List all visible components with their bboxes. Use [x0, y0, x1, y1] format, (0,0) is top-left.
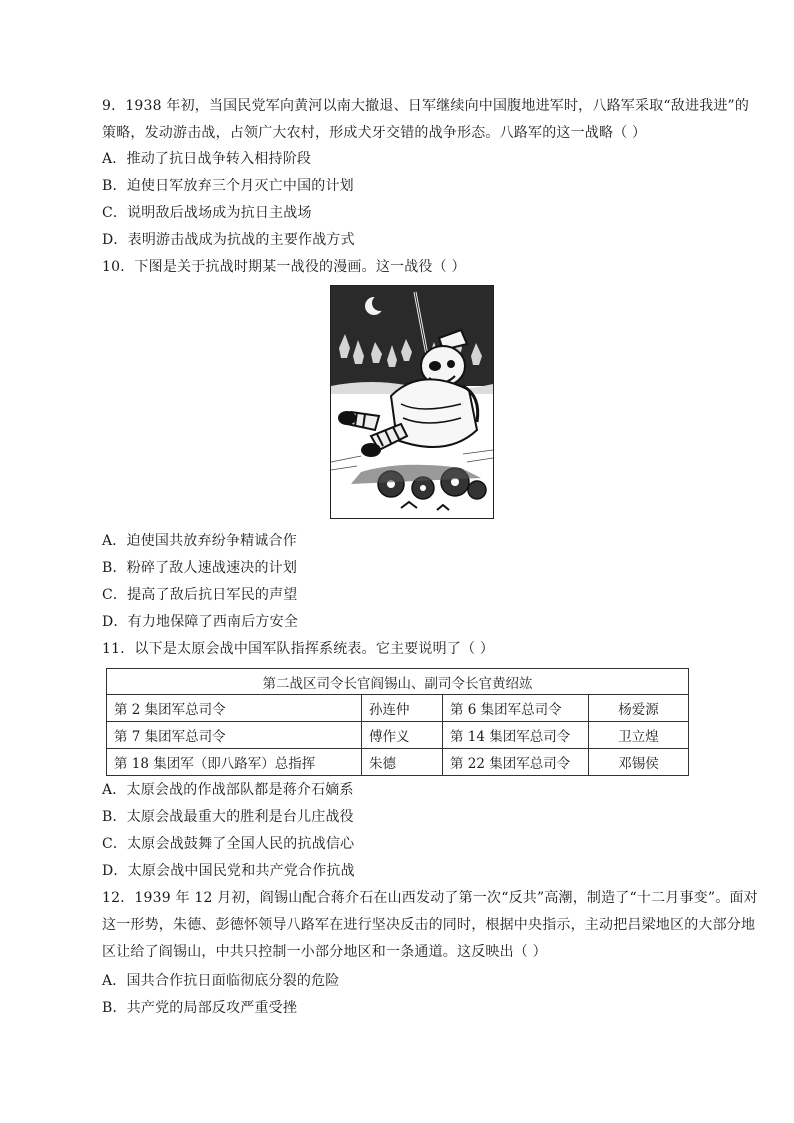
table-cell: 卫立煌 [589, 722, 689, 749]
q11-option-b: B．太原会战最重大的胜利是台儿庄战役 [102, 809, 354, 825]
table-cell: 杨爱源 [589, 695, 689, 722]
q10-option-c: C．提高了敌后抗日军民的声望 [102, 587, 298, 603]
q11-option-c: C．太原会战鼓舞了全国人民的抗战信心 [102, 836, 355, 852]
table-row [107, 695, 689, 722]
q12-stem-line-2: 这一形势，朱德、彭德怀领导八路军在进行坚决反击的同时，根据中央指示，主动把吕梁地区的大部分地 [102, 917, 756, 933]
table-header-cell: 第二战区司令长官阎锡山、副司令长官黄绍竑 [107, 669, 689, 695]
q10-option-d: D．有力地保障了西南后方安全 [102, 614, 299, 630]
q12-option-b: B．共产党的局部反攻严重受挫 [102, 1000, 298, 1016]
q9-stem-line-1: 9．1938 年初，当国民党军向黄河以南大撤退、日军继续向中国腹地进军时，八路军采取“敌进我进”的 [102, 98, 750, 114]
q10-option-b: B．粉碎了敌人速战速决的计划 [102, 560, 298, 576]
table-cell: 孙连仲 [362, 695, 443, 722]
q12-option-a: A．国共合作抗日面临彻底分裂的危险 [102, 973, 340, 989]
q11-stem: 11．以下是太原会战中国军队指挥系统表。它主要说明了（ ） [102, 641, 495, 657]
q11-option-d: D．太原会战中国民党和共产党合作抗战 [102, 863, 355, 879]
q12-stem-line-1: 12．1939 年 12 月初，阎锡山配合蒋介石在山西发动了第一次“反共”高潮，制造了“十二月事变”。面对 [102, 890, 758, 906]
q9-option-d: D．表明游击战成为抗战的主要作战方式 [102, 232, 355, 248]
q9-option-c: C．说明敌后战场成为抗日主战场 [102, 205, 312, 221]
q11-option-a: A．太原会战的作战部队都是蒋介石嫡系 [102, 782, 354, 798]
table-row [107, 722, 689, 749]
q9-option-a: A．推动了抗日战争转入相持阶段 [102, 151, 312, 167]
q10-stem: 10．下图是关于抗战时期某一战役的漫画。这一战役（ ） [102, 259, 466, 275]
table-cell: 第 18 集团军（即八路军）总指挥 [107, 749, 362, 776]
table-header-row [107, 669, 689, 695]
table-row [107, 749, 689, 776]
command-system-table [106, 668, 689, 776]
table-cell: 第 2 集团军总司令 [107, 695, 362, 722]
q10-option-a: A．迫使国共放弃纷争精诚合作 [102, 533, 297, 549]
q12-stem-line-3: 区让给了阎锡山，中共只控制一小部分地区和一条通道。这反映出（ ） [102, 944, 547, 960]
table-cell: 邓锡侯 [589, 749, 689, 776]
table-cell: 第 7 集团军总司令 [107, 722, 362, 749]
table-cell: 傅作义 [362, 722, 443, 749]
war-cartoon-image [330, 285, 494, 519]
table-cell: 第 14 集团军总司令 [443, 722, 589, 749]
table-cell: 第 6 集团军总司令 [443, 695, 589, 722]
q9-stem-line-2: 策略，发动游击战，占领广大农村，形成犬牙交错的战争形态。八路军的这一战略（ ） [102, 125, 647, 141]
table-cell: 朱德 [362, 749, 443, 776]
table-cell: 第 22 集团军总司令 [443, 749, 589, 776]
q9-option-b: B．迫使日军放弃三个月灭亡中国的计划 [102, 178, 354, 194]
